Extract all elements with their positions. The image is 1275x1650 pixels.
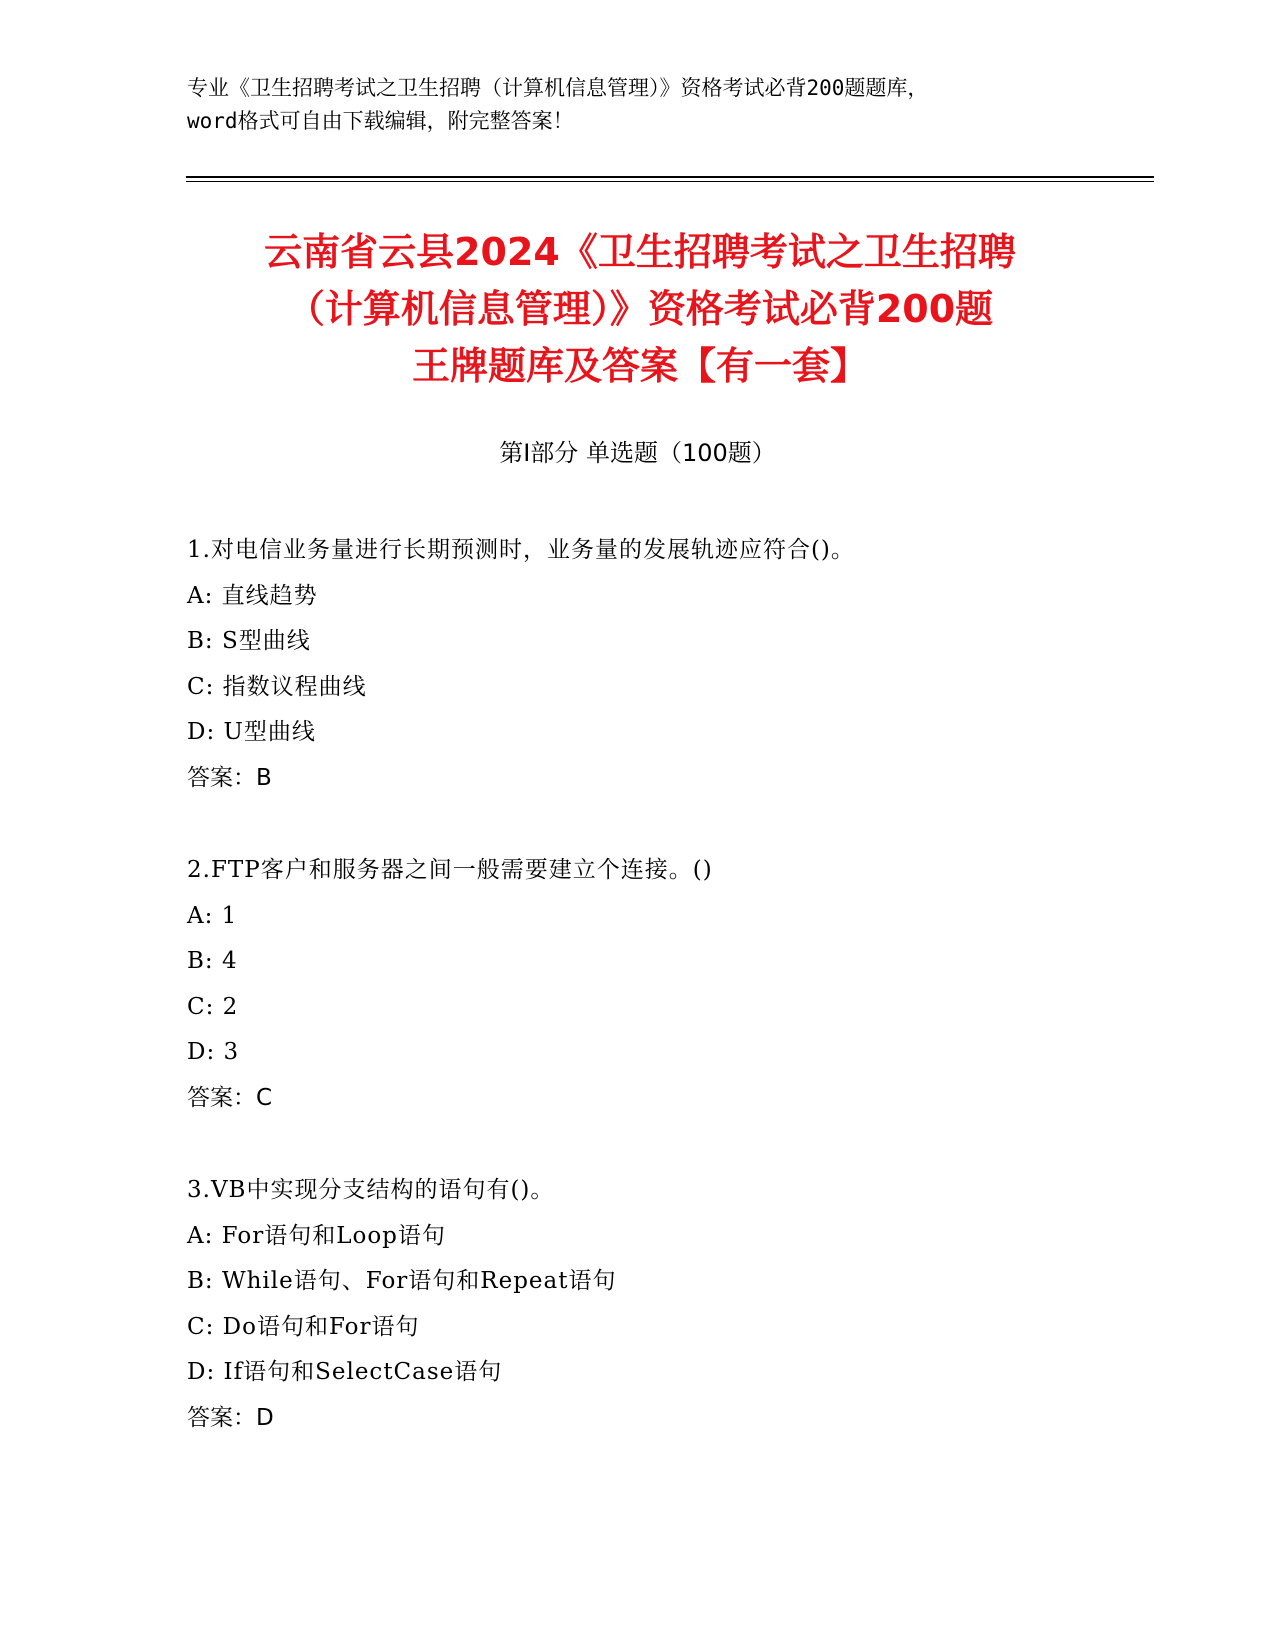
option-a: A: 1 [187,902,238,929]
answer-label: 答案：D [187,1404,274,1431]
option-d: D: U型曲线 [187,719,316,745]
option-a: A: 直线趋势 [187,582,318,609]
header-divider-thick [186,176,1154,178]
title-line-2: （计算机信息管理）》资格考试必背200题 [286,287,994,331]
header-line-2: word格式可自由下载编辑，附完整答案！ [187,109,574,133]
option-c: C: 2 [187,993,239,1020]
document-title [180,224,1100,395]
question-1 [187,528,1087,801]
question-list [187,528,1087,1441]
question-3 [187,1168,1087,1441]
question-2 [187,848,1087,1121]
question-spacer [187,801,1087,848]
option-c: C: Do语句和For语句 [187,1313,420,1340]
section-heading: 第Ⅰ部分 单选题（100题） [499,439,776,467]
question-stem: 2.FTP客户和服务器之间一般需要建立个连接。() [187,857,713,883]
option-b: B: S型曲线 [187,628,311,654]
option-b: B: 4 [187,948,238,974]
title-line-1: 云南省云县2024《卫生招聘考试之卫生招聘 [264,230,1016,274]
option-d: D: 3 [187,1039,240,1065]
question-stem: 3.VB中实现分支结构的语句有()。 [187,1177,555,1203]
header-line-1: 专业《卫生招聘考试之卫生招聘（计算机信息管理）》资格考试必背200题题库， [187,76,929,100]
option-d: D: If语句和SelectCase语句 [187,1359,503,1385]
option-a: A: For语句和Loop语句 [187,1222,446,1249]
header-divider-thin [186,181,1154,182]
title-line-3: 王牌题库及答案【有一套】 [411,344,868,388]
question-spacer [187,1121,1087,1168]
document-header [187,72,1087,138]
option-c: C: 指数议程曲线 [187,673,367,700]
answer-label: 答案：B [187,764,272,791]
answer-label: 答案：C [187,1084,273,1111]
question-stem: 1.对电信业务量进行长期预测时，业务量的发展轨迹应符合()。 [187,537,855,563]
option-b: B: While语句、For语句和Repeat语句 [187,1268,617,1294]
